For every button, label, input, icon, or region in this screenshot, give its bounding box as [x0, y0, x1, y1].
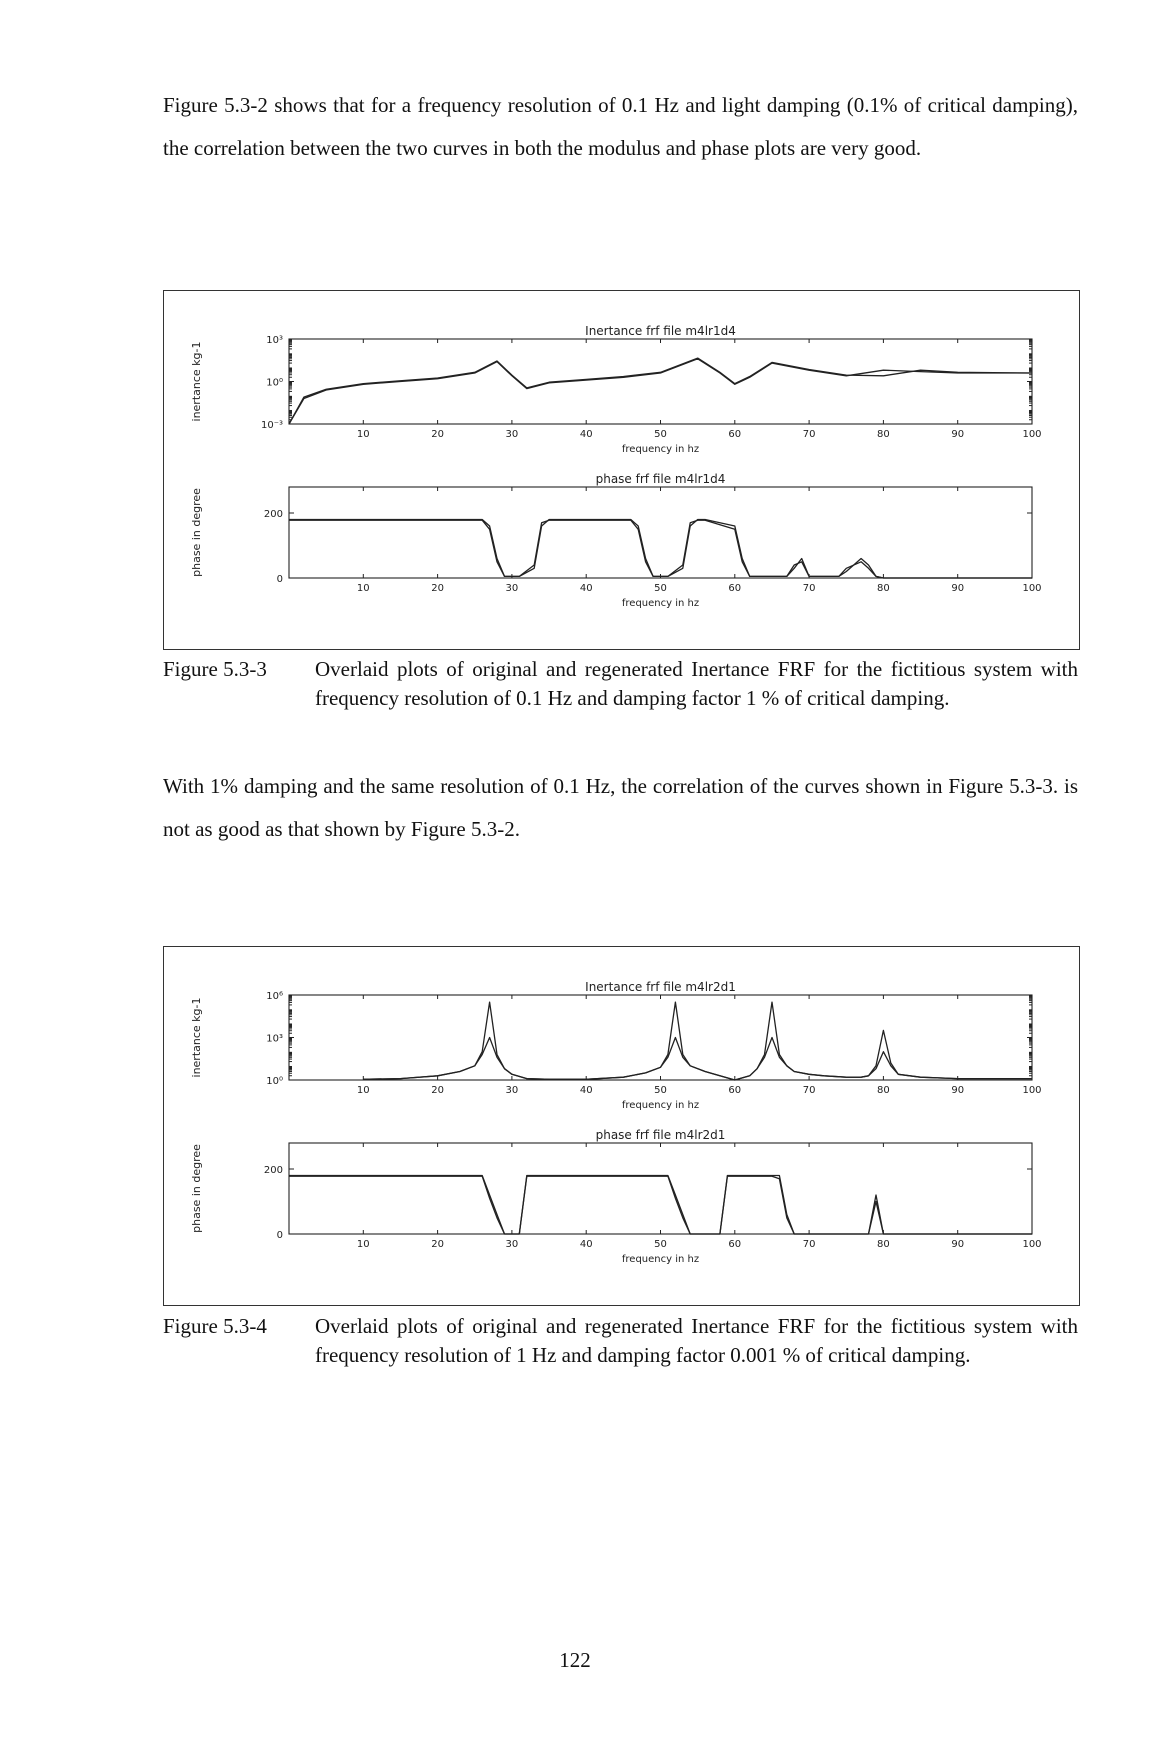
x-tick-label: 40 [579, 1239, 593, 1250]
y-axis-label: phase in degree [190, 1144, 203, 1233]
x-tick-label: 80 [877, 1239, 890, 1250]
x-axis-label: frequency in hz [621, 1100, 700, 1111]
plot-title: phase frf file m4lr1d4 [595, 472, 726, 486]
x-tick-label: 90 [951, 1239, 965, 1250]
figure-5-3-4 [163, 946, 1080, 1306]
chart-panel [190, 472, 1042, 609]
figure-5-3-3 [163, 290, 1080, 650]
x-axis-label: frequency in hz [621, 598, 700, 609]
x-tick-label: 70 [802, 583, 816, 594]
x-tick-label: 30 [505, 583, 519, 594]
x-tick-label: 10 [356, 1085, 370, 1096]
caption-text: Overlaid plots of original and regenerated Inertance FRF for the fictitious system with frequency resolution of 1 Hz and damping factor 0.001 % of critical damping. [315, 1314, 1078, 1367]
plot-title: Inertance frf file m4lr2d1 [585, 980, 736, 994]
x-tick-label: 90 [951, 429, 965, 440]
x-tick-label: 20 [431, 429, 444, 440]
x-tick-label: 50 [654, 583, 667, 594]
x-tick-label: 30 [505, 429, 519, 440]
y-tick-label: 10⁻³ [260, 420, 283, 431]
x-tick-label: 50 [654, 1085, 667, 1096]
x-tick-label: 20 [431, 1085, 444, 1096]
y-tick-label: 10⁰ [266, 1076, 283, 1087]
x-tick-label: 20 [431, 583, 444, 594]
x-tick-label: 60 [728, 1085, 742, 1096]
y-tick-label: 200 [263, 1165, 283, 1176]
x-tick-label: 20 [431, 1239, 444, 1250]
series-line-regenerated [289, 520, 1032, 578]
x-tick-label: 90 [951, 583, 965, 594]
x-tick-label: 70 [802, 429, 816, 440]
x-tick-label: 100 [1022, 1239, 1042, 1250]
x-tick-label: 100 [1022, 583, 1042, 594]
y-tick-label: 10³ [266, 1033, 283, 1045]
x-tick-label: 90 [951, 1085, 965, 1096]
series-line-original [289, 520, 1032, 579]
y-axis-label: inertance kg-1 [190, 997, 203, 1078]
x-tick-label: 10 [356, 429, 370, 440]
x-tick-label: 80 [877, 1085, 890, 1096]
x-tick-label: 70 [802, 1239, 816, 1250]
y-axis-label: phase in degree [190, 488, 203, 577]
caption-label: Figure 5.3-3 [163, 657, 267, 681]
x-axis-label: frequency in hz [621, 444, 700, 455]
plot-title: Inertance frf file m4lr1d4 [585, 324, 736, 338]
x-tick-label: 100 [1022, 429, 1042, 440]
series-line-original [289, 359, 1032, 424]
x-tick-label: 60 [728, 1239, 742, 1250]
figure-5-3-3-svg [164, 291, 1079, 649]
y-tick-label: 10³ [266, 335, 283, 346]
x-tick-label: 60 [728, 429, 742, 440]
y-tick-label: 0 [276, 1230, 283, 1241]
x-tick-label: 30 [505, 1239, 519, 1250]
x-tick-label: 50 [654, 1239, 667, 1250]
series-line-regenerated [289, 358, 1032, 424]
y-tick-label: 0 [276, 574, 283, 585]
x-tick-label: 10 [356, 583, 370, 594]
chart-panel [190, 324, 1042, 455]
page-number: 122 [559, 1648, 591, 1672]
series-line-original [289, 1176, 1032, 1235]
x-axis-label: frequency in hz [621, 1254, 700, 1265]
caption-label: Figure 5.3-4 [163, 1314, 267, 1338]
caption-text: Overlaid plots of original and regenerated Inertance FRF for the fictitious system with frequency resolution of 0.1 Hz and damping factor 1 % of critical damping. [315, 657, 1078, 710]
x-tick-label: 50 [654, 429, 667, 440]
x-tick-label: 30 [505, 1085, 519, 1096]
chart-panel [190, 1128, 1042, 1265]
x-tick-label: 80 [877, 429, 890, 440]
x-tick-label: 70 [802, 1085, 816, 1096]
x-tick-label: 40 [579, 583, 593, 594]
series-line-regenerated [363, 1038, 1032, 1081]
intro-paragraph: Figure 5.3-2 shows that for a frequency resolution of 0.1 Hz and light damping (0.1% of critical damping), the correlation between the two curves in both the modulus and phase plots are very good. [163, 93, 1078, 160]
x-tick-label: 40 [579, 429, 593, 440]
y-tick-label: 200 [263, 509, 283, 520]
chart-panel [190, 980, 1042, 1111]
x-tick-label: 60 [728, 583, 742, 594]
x-tick-label: 80 [877, 583, 890, 594]
y-axis-label: inertance kg-1 [190, 341, 203, 422]
figure-5-3-4-svg [164, 947, 1079, 1305]
x-tick-label: 100 [1022, 1085, 1042, 1096]
plot-frame [289, 487, 1032, 578]
body-paragraph: With 1% damping and the same resolution of 0.1 Hz, the correlation of the curves shown in Figure 5.3-3. is not as good as that shown by Figure 5.3-2. [163, 774, 1078, 841]
y-tick-label: 10⁰ [266, 377, 283, 389]
x-tick-label: 10 [356, 1239, 370, 1250]
plot-title: phase frf file m4lr2d1 [595, 1128, 726, 1142]
plot-frame [289, 1143, 1032, 1234]
y-tick-label: 10⁶ [266, 991, 283, 1002]
series-line-regenerated [289, 1176, 1032, 1234]
x-tick-label: 40 [579, 1085, 593, 1096]
